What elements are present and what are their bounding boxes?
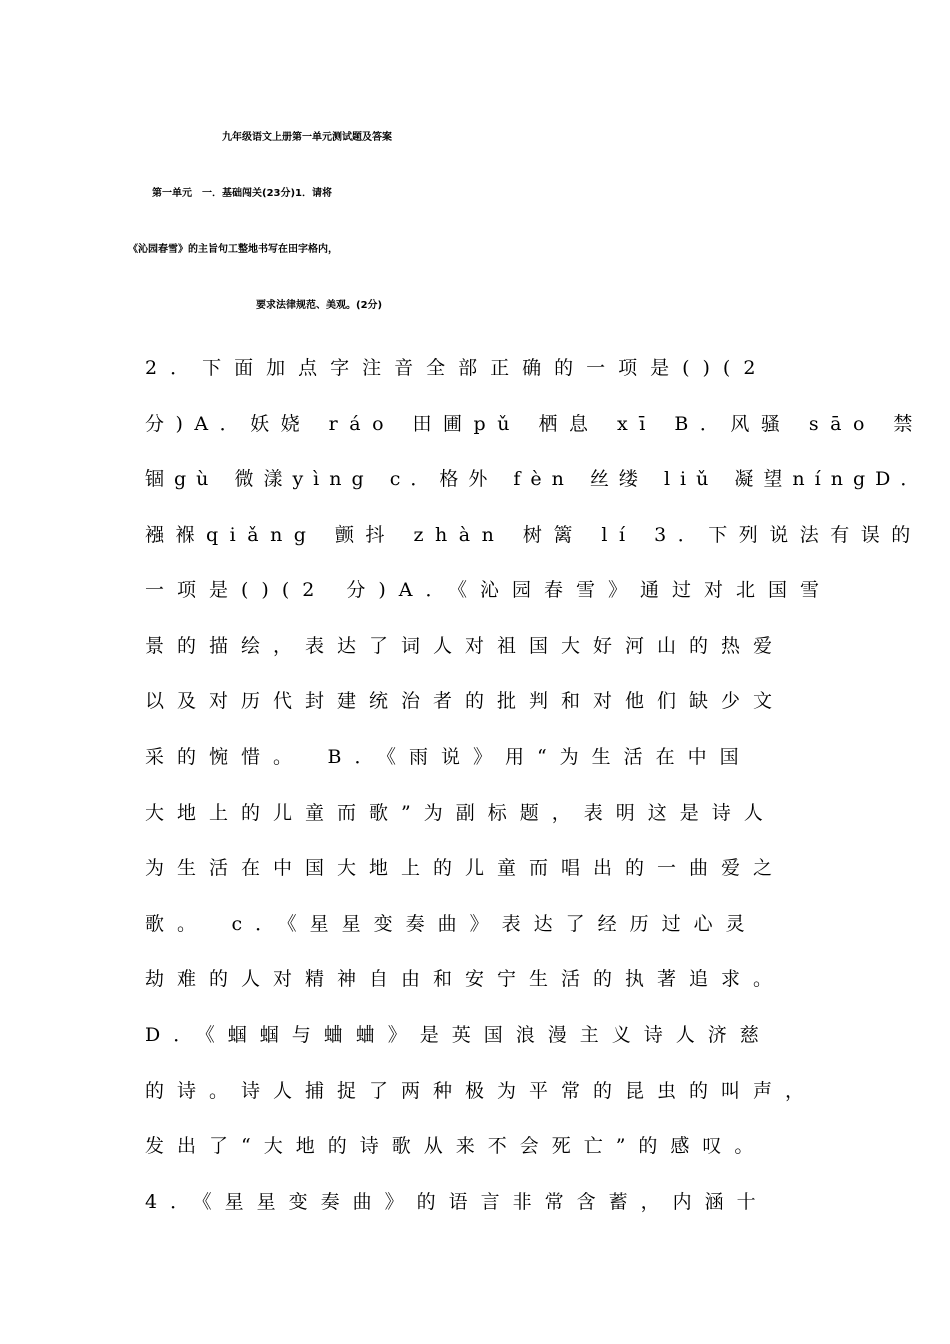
text-line: 的诗。诗人捕捉了两种极为平常的昆虫的叫声， [145,1080,818,1102]
text-line: 为生活在中国大地上的儿童而唱出的一曲爱之 [145,857,786,879]
text-line: 襁褓qiǎng 颤抖 zhàn 树篱 lí 3．下列说法有误的 [145,524,922,546]
text-line: 大地上的儿童而歌”为副标题，表明这是诗人 [145,802,776,824]
text-line: 锢gù 微漾yìng c．格外 fèn 丝缕 liǔ 凝望níngD． [145,468,930,490]
heading-line: 要求法律规范、美观。(2分) [256,300,383,311]
text-line: 一项是()(2 分)A．《沁园春雪》通过对北国雪 [145,579,833,601]
text-line: 采的惋惜。 B．《雨说》用“为生活在中国 [145,746,752,768]
text-line: 2．下面加点字注音全部正确的一项是()(2 [145,357,769,379]
text-line: 景的描绘，表达了词人对祖国大好河山的热爱 [145,635,786,657]
text-line: 以及对历代封建统治者的批判和对他们缺少文 [145,690,786,712]
text-line: D．《蝈蝈与蛐蛐》是英国浪漫主义诗人济慈 [145,1024,772,1046]
heading-line: 第一单元 一．基础闯关(23分)1．请将 [152,188,333,199]
text-line: 4．《星星变奏曲》的语言非常含蓄，内涵十 [145,1191,769,1213]
text-line: 歌。 c．《星星变奏曲》表达了经历过心灵 [145,913,758,935]
document-title: 九年级语文上册第一单元测试题及答案 [222,132,392,143]
text-line: 发出了“大地的诗歌从来不会死亡”的感叹。 [145,1135,767,1157]
text-line: 分)A．妖娆 ráo 田圃pǔ 栖息 xī B．风骚 sāo 禁 [145,413,924,435]
heading-line: 《沁园春雪》的主旨句工整地书写在田字格内， [128,244,338,255]
text-line: 劫难的人对精神自由和安宁生活的执著追求。 [145,968,786,990]
